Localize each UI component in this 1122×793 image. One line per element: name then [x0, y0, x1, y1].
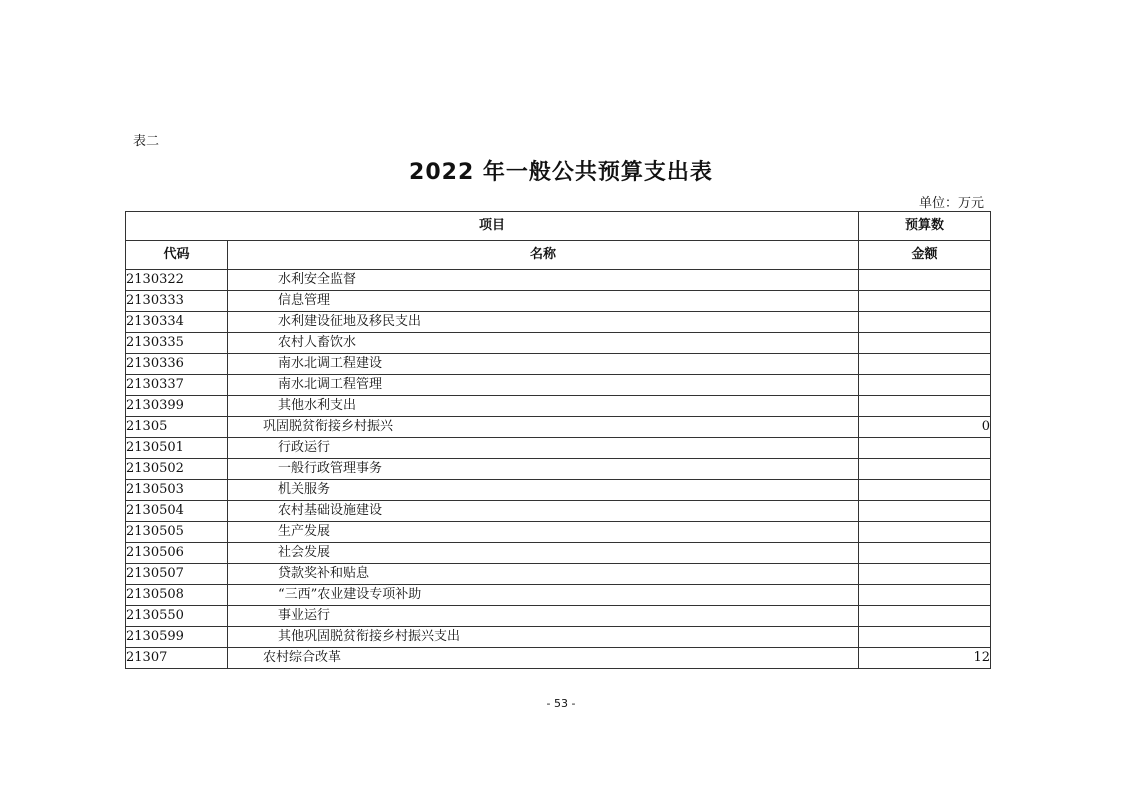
row-name: 水利安全监督 [228, 270, 859, 291]
row-code: 2130399 [126, 396, 228, 417]
row-code: 2130508 [126, 585, 228, 606]
row-amount [859, 480, 991, 501]
row-name: 农村综合改革 [228, 648, 859, 669]
table-row [126, 585, 991, 606]
row-code: 2130503 [126, 480, 228, 501]
table-row [126, 270, 991, 291]
header-project: 项目 [126, 212, 859, 241]
row-name: “三西”农业建设专项补助 [228, 585, 859, 606]
table-row [126, 459, 991, 480]
row-code: 2130322 [126, 270, 228, 291]
row-name: 其他巩固脱贫衔接乡村振兴支出 [228, 627, 859, 648]
row-name: 南水北调工程管理 [228, 375, 859, 396]
row-code: 2130505 [126, 522, 228, 543]
row-code: 2130333 [126, 291, 228, 312]
row-code: 2130506 [126, 543, 228, 564]
table-row [126, 375, 991, 396]
row-code: 2130337 [126, 375, 228, 396]
header-row-top [126, 212, 991, 241]
header-amount: 金额 [859, 241, 991, 270]
row-name: 事业运行 [228, 606, 859, 627]
table-row [126, 627, 991, 648]
row-amount [859, 543, 991, 564]
row-name: 南水北调工程建设 [228, 354, 859, 375]
row-name: 行政运行 [228, 438, 859, 459]
row-name: 水利建设征地及移民支出 [228, 312, 859, 333]
table-row [126, 333, 991, 354]
row-amount [859, 585, 991, 606]
table-body [126, 270, 991, 669]
row-code: 2130504 [126, 501, 228, 522]
table-row [126, 522, 991, 543]
row-code: 2130336 [126, 354, 228, 375]
row-amount [859, 291, 991, 312]
row-amount [859, 501, 991, 522]
row-amount [859, 333, 991, 354]
table-row [126, 438, 991, 459]
row-code: 2130550 [126, 606, 228, 627]
table-row [126, 606, 991, 627]
table-label: 表二 [133, 134, 160, 149]
row-code: 2130599 [126, 627, 228, 648]
row-amount [859, 564, 991, 585]
page-title: 2022 年一般公共预算支出表 [409, 160, 713, 185]
budget-table [125, 211, 991, 669]
row-code: 21305 [126, 417, 228, 438]
header-row-sub [126, 241, 991, 270]
row-amount [859, 375, 991, 396]
row-name: 机关服务 [228, 480, 859, 501]
table-row [126, 501, 991, 522]
row-amount [859, 270, 991, 291]
table-row [126, 354, 991, 375]
row-code: 2130334 [126, 312, 228, 333]
row-amount [859, 606, 991, 627]
row-name: 农村基础设施建设 [228, 501, 859, 522]
row-amount [859, 396, 991, 417]
row-code: 2130502 [126, 459, 228, 480]
table-row [126, 648, 991, 669]
row-name: 信息管理 [228, 291, 859, 312]
row-name: 贷款奖补和贴息 [228, 564, 859, 585]
header-budget: 预算数 [859, 212, 991, 241]
table-row [126, 564, 991, 585]
row-name: 农村人畜饮水 [228, 333, 859, 354]
row-name: 巩固脱贫衔接乡村振兴 [228, 417, 859, 438]
row-amount: 12 [859, 648, 991, 669]
table-row [126, 417, 991, 438]
table-row [126, 396, 991, 417]
row-name: 一般行政管理事务 [228, 459, 859, 480]
page-number: - 53 - [546, 697, 576, 710]
row-name: 生产发展 [228, 522, 859, 543]
row-name: 社会发展 [228, 543, 859, 564]
row-amount [859, 354, 991, 375]
table-row [126, 543, 991, 564]
table-row [126, 312, 991, 333]
header-code: 代码 [126, 241, 228, 270]
row-amount [859, 312, 991, 333]
row-amount [859, 522, 991, 543]
row-amount [859, 627, 991, 648]
table-row [126, 291, 991, 312]
row-amount: 0 [859, 417, 991, 438]
header-name: 名称 [228, 241, 859, 270]
row-amount [859, 438, 991, 459]
row-code: 21307 [126, 648, 228, 669]
table-row [126, 480, 991, 501]
row-code: 2130507 [126, 564, 228, 585]
unit-label: 单位：万元 [918, 196, 984, 211]
row-amount [859, 459, 991, 480]
row-code: 2130335 [126, 333, 228, 354]
row-name: 其他水利支出 [228, 396, 859, 417]
row-code: 2130501 [126, 438, 228, 459]
